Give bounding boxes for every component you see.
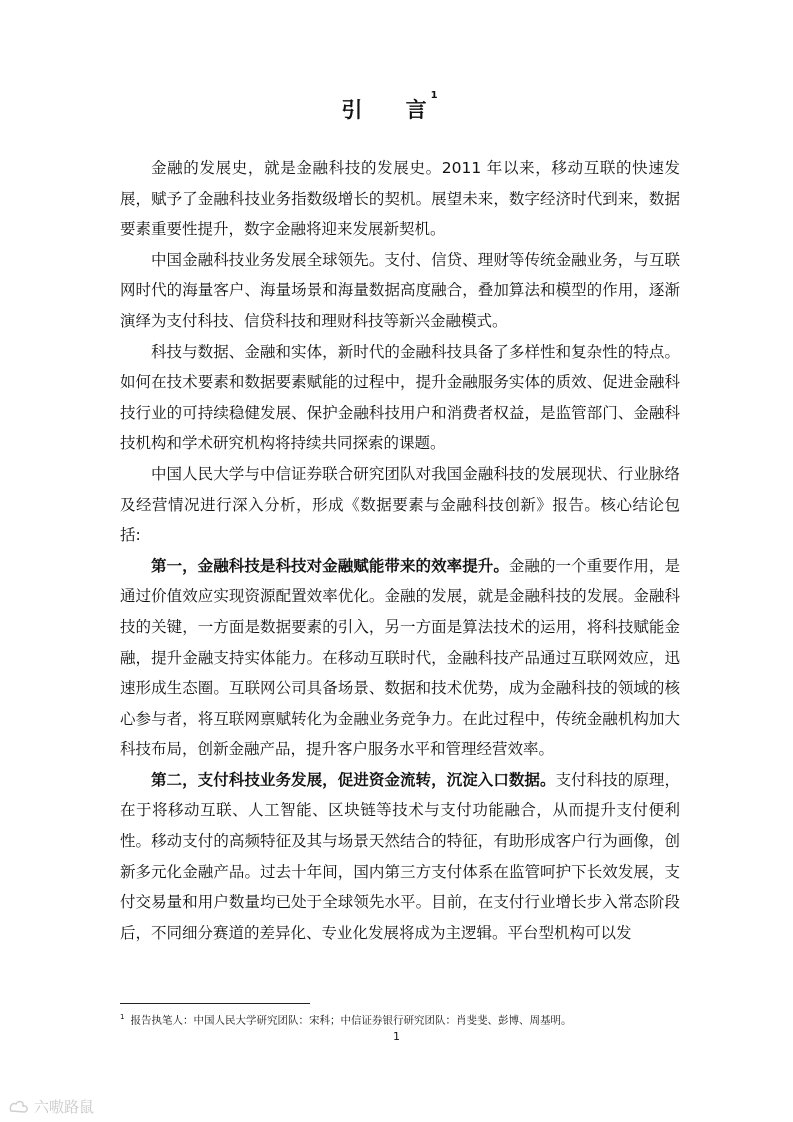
paragraph: 科技与数据、金融和实体，新时代的金融科技具备了多样性和复杂性的特点。如何在技术要素和数据要素赋能的过程中，提升金融服务实体的质效、促进金融科技行业的可持续稳健发展、保护金融科技用户和消费者权益，是监管部门、金融科技机构和学术研究机构将持续共同探索的课题。 xyxy=(120,342,680,453)
paragraph: 中国金融科技业务发展全球领先。支付、信贷、理财等传统金融业务，与互联网时代的海量客户、海量场景和海量数据高度融合，叠加算法和模型的作用，逐渐演绎为支付科技、信贷科技和理财科技等新兴金融模式。 xyxy=(120,250,680,330)
paragraph: 第二，支付科技业务发展，促进资金流转，沉淀入口数据。支付科技的原理，在于将移动互联、人工智能、区块链等技术与支付功能融合，从而提升支付便利性。移动支付的高频特征及其与场景天然结合的特征，有助形成客户行为画像，创新多元化金融产品。过去十年间，国内第三方支付体系在监管呵护下长效发展，支付交易量和用户数量均已处于全球领先水平。目前，在支付行业增长步入常态阶段后，不同细分赛道的差异化、专业化发展将成为主逻辑。平台型机构可以发 xyxy=(120,770,680,942)
paragraph: 中国人民大学与中信证券联合研究团队对我国金融科技的发展现状、行业脉络及经营情况进行深入分析，形成《数据要素与金融科技创新》报告。核心结论包括: xyxy=(120,464,680,545)
footnote-text: 报告执笔人：中国人民大学研究团队：宋科；中信证券银行研究团队：肖斐斐、彭博、周基明。 xyxy=(130,1014,572,1027)
paragraph-lead: 第一，金融科技是科技对金融赋能带来的效率提升。 xyxy=(151,556,509,575)
footnote-divider xyxy=(120,1003,310,1004)
title-footnote-mark: 1 xyxy=(430,90,438,101)
watermark-text: 六嗷路鼠 xyxy=(34,1098,95,1116)
page-number: 1 xyxy=(393,1030,400,1043)
paragraph: 第一，金融科技是科技对金融赋能带来的效率提升。金融的一个重要作用，是通过价值效应实现资源配置效率优化。金融的发展，就是金融科技的发展。金融科技的关键，一方面是数据要素的引入，另一方面是算法技术的运用，将科技赋能金融，提升金融支持实体能力。在移动互联时代，金融科技产品通过互联网效应，迅速形成生态圈。互联网公司具备场景、数据和技术优势，成为金融科技的领域的核心参与者，将互联网禀赋转化为金融业务竞争力。在此过程中，传统金融机构加大科技布局，创新金融产品，提升客户服务水平和管理经营效率。 xyxy=(120,556,680,759)
body-text xyxy=(120,153,680,948)
watermark xyxy=(8,1096,94,1117)
page-title xyxy=(0,90,793,124)
paragraph: 金融的发展史，就是金融科技的发展史。2011 年以来，移动互联的快速发展，赋予了金融科技业务指数级增长的契机。展望未来，数字经济时代到来，数据要素重要性提升，数字金融将迎来发展新契机。 xyxy=(120,159,680,239)
paragraph-lead: 第二，支付科技业务发展，促进资金流转，沉淀入口数据。 xyxy=(151,770,556,789)
watermark-logo-icon xyxy=(8,1099,30,1115)
footnote-mark: 1 xyxy=(120,1013,125,1021)
footnote xyxy=(120,1010,571,1028)
title-text: 引 言 xyxy=(341,98,445,122)
